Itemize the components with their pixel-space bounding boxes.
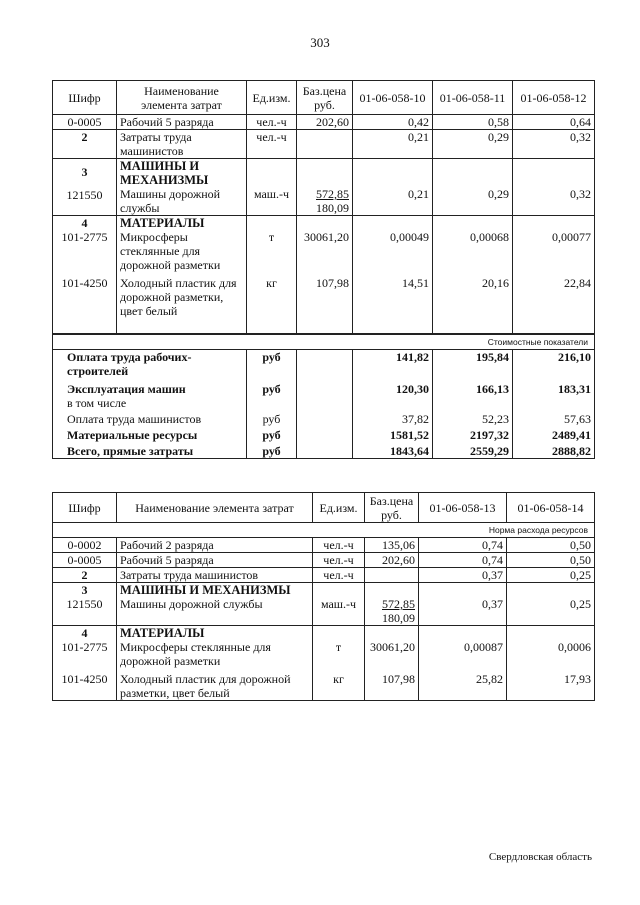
row-name: Рабочий 2 разряда [117,538,313,553]
row-value: 0,00049 [353,230,433,272]
row-code: 2 [53,130,117,159]
row-value: 20,16 [433,272,513,318]
header-col-1: 01-06-058-13 [419,493,507,523]
row-value: 0,32 [513,130,595,159]
total-name: Оплата труда машинистов [53,410,247,426]
table-row [53,115,595,130]
row-price: 107,98 [365,668,419,701]
row-name: Машины дорожной службы [117,187,247,216]
total-unit: руб [247,426,297,442]
row-price-secondary: 180,09 [316,201,349,215]
row-value: 0,25 [507,568,595,583]
row-unit: т [313,640,365,668]
table-row [53,230,595,272]
total-value: 1843,64 [353,442,433,459]
row-name: Машины дорожной службы [117,597,313,626]
total-value: 2888,82 [513,442,595,459]
section-title: МАТЕРИАЛЫ [117,626,313,641]
row-code: 2 [53,568,117,583]
section-code: 4 [53,626,117,641]
row-price [365,568,419,583]
section-title: МАШИНЫ И МЕХАНИЗМЫ [117,583,313,598]
total-unit: руб [247,442,297,459]
section-code: 3 [53,159,117,188]
total-name: Эксплуатация машин [53,378,247,396]
section-row [53,216,595,231]
row-value: 0,00068 [433,230,513,272]
header-price: Баз.цена руб. [365,493,419,523]
row-price: 202,60 [297,115,353,130]
total-name: Всего, прямые затраты [53,442,247,459]
total-unit: руб [247,410,297,426]
row-name: Рабочий 5 разряда [117,553,313,568]
header-col-1: 01-06-058-10 [353,81,433,115]
table-row [53,130,595,159]
row-value: 0,21 [353,187,433,216]
table-row [53,272,595,318]
total-value: 120,30 [353,378,433,396]
row-value: 0,00077 [513,230,595,272]
row-price: 202,60 [365,553,419,568]
total-name: Оплата труда рабочих-строителей [53,350,247,379]
row-value: 0,25 [507,597,595,626]
row-price: 572,85 [382,597,415,611]
total-row [53,410,595,426]
row-code: 101-2775 [53,640,117,668]
total-row [53,442,595,459]
resource-table-2 [52,492,595,701]
header-col-2: 01-06-058-11 [433,81,513,115]
row-code: 0-0005 [53,553,117,568]
row-code: 101-2775 [53,230,117,272]
row-name: Холодный пластик для дорожной разметки, цвет белый [117,668,313,701]
header-price: Баз.цена руб. [297,81,353,115]
total-row [53,426,595,442]
row-unit: кг [247,272,297,318]
row-value: 14,51 [353,272,433,318]
row-price: 30061,20 [297,230,353,272]
row-unit: чел.-ч [313,568,365,583]
row-value: 0,74 [419,538,507,553]
section-row [53,626,595,641]
header-unit: Ед.изм. [247,81,297,115]
total-unit: руб [247,378,297,396]
row-unit: т [247,230,297,272]
header-name: Наименование элемента затрат [117,81,247,115]
row-unit: чел.-ч [313,538,365,553]
total-value: 166,13 [433,378,513,396]
header-col-2: 01-06-058-14 [507,493,595,523]
row-code: 121550 [53,597,117,626]
section-row [53,159,595,188]
row-value: 17,93 [507,668,595,701]
row-value: 22,84 [513,272,595,318]
row-value: 0,32 [513,187,595,216]
row-price-secondary: 180,09 [382,611,415,625]
row-name: Микросферы стеклянные для дорожной разметки [117,230,247,272]
section-code: 3 [53,583,117,598]
table-row [53,597,595,626]
table-row [53,553,595,568]
total-value: 52,23 [433,410,513,426]
table-row [53,568,595,583]
total-value: 2489,41 [513,426,595,442]
row-code: 101-4250 [53,272,117,318]
row-value: 25,82 [419,668,507,701]
total-value: 1581,52 [353,426,433,442]
row-value: 0,37 [419,568,507,583]
table-header-row [53,493,595,523]
row-value: 0,29 [433,130,513,159]
total-value: 57,63 [513,410,595,426]
total-row [53,378,595,396]
row-unit: кг [313,668,365,701]
header-code: Шифр [53,81,117,115]
header-col-3: 01-06-058-12 [513,81,595,115]
cost-note-row [53,334,595,350]
row-value: 0,64 [513,115,595,130]
row-value: 0,0006 [507,640,595,668]
table-row [53,538,595,553]
total-subheading: в том числе [53,396,247,410]
row-unit: чел.-ч [247,115,297,130]
section-code: 4 [53,216,117,231]
table-header-row [53,81,595,115]
row-price: 135,06 [365,538,419,553]
row-value: 0,00087 [419,640,507,668]
row-value: 0,50 [507,538,595,553]
row-value: 0,21 [353,130,433,159]
total-value: 37,82 [353,410,433,426]
total-value: 195,84 [433,350,513,379]
row-code: 0-0002 [53,538,117,553]
norm-note-row [53,523,595,538]
row-value: 0,74 [419,553,507,568]
table-row [53,668,595,701]
total-name: Материальные ресурсы [53,426,247,442]
total-value: 183,31 [513,378,595,396]
total-unit: руб [247,350,297,379]
row-value: 0,37 [419,597,507,626]
total-value: 216,10 [513,350,595,379]
row-name: Затраты труда машинистов [117,568,313,583]
row-code: 121550 [53,187,117,216]
total-value: 2559,29 [433,442,513,459]
total-value: 141,82 [353,350,433,379]
cost-note: Стоимостные показатели [53,334,595,350]
section-row [53,583,595,598]
row-price: 107,98 [297,272,353,318]
total-subheading-row [53,396,595,410]
resource-table-1 [52,80,595,459]
section-title: МАТЕРИАЛЫ [117,216,247,231]
row-code: 0-0005 [53,115,117,130]
total-value: 2197,32 [433,426,513,442]
row-value: 0,29 [433,187,513,216]
table-row [53,640,595,668]
row-unit: чел.-ч [247,130,297,159]
row-name: Затраты труда машинистов [117,130,247,159]
row-value: 0,42 [353,115,433,130]
row-price: 572,85 [316,187,349,201]
row-unit: чел.-ч [313,553,365,568]
row-name: Холодный пластик для дорожной разметки, цвет белый [117,272,247,318]
row-unit: маш.-ч [313,597,365,626]
row-unit: маш.-ч [247,187,297,216]
region-footer: Свердловская область [488,851,592,863]
table-row [53,187,595,216]
row-value: 0,50 [507,553,595,568]
row-name: Рабочий 5 разряда [117,115,247,130]
header-unit: Ед.изм. [313,493,365,523]
header-code: Шифр [53,493,117,523]
row-price: 30061,20 [365,640,419,668]
page-number: 303 [310,35,330,50]
row-price [297,130,353,159]
total-row [53,350,595,379]
row-name: Микросферы стеклянные для дорожной разметки [117,640,313,668]
norm-note: Норма расхода ресурсов [53,523,595,538]
header-name: Наименование элемента затрат [117,493,313,523]
row-value: 0,58 [433,115,513,130]
section-title: МАШИНЫ И МЕХАНИЗМЫ [117,159,247,188]
row-code: 101-4250 [53,668,117,701]
